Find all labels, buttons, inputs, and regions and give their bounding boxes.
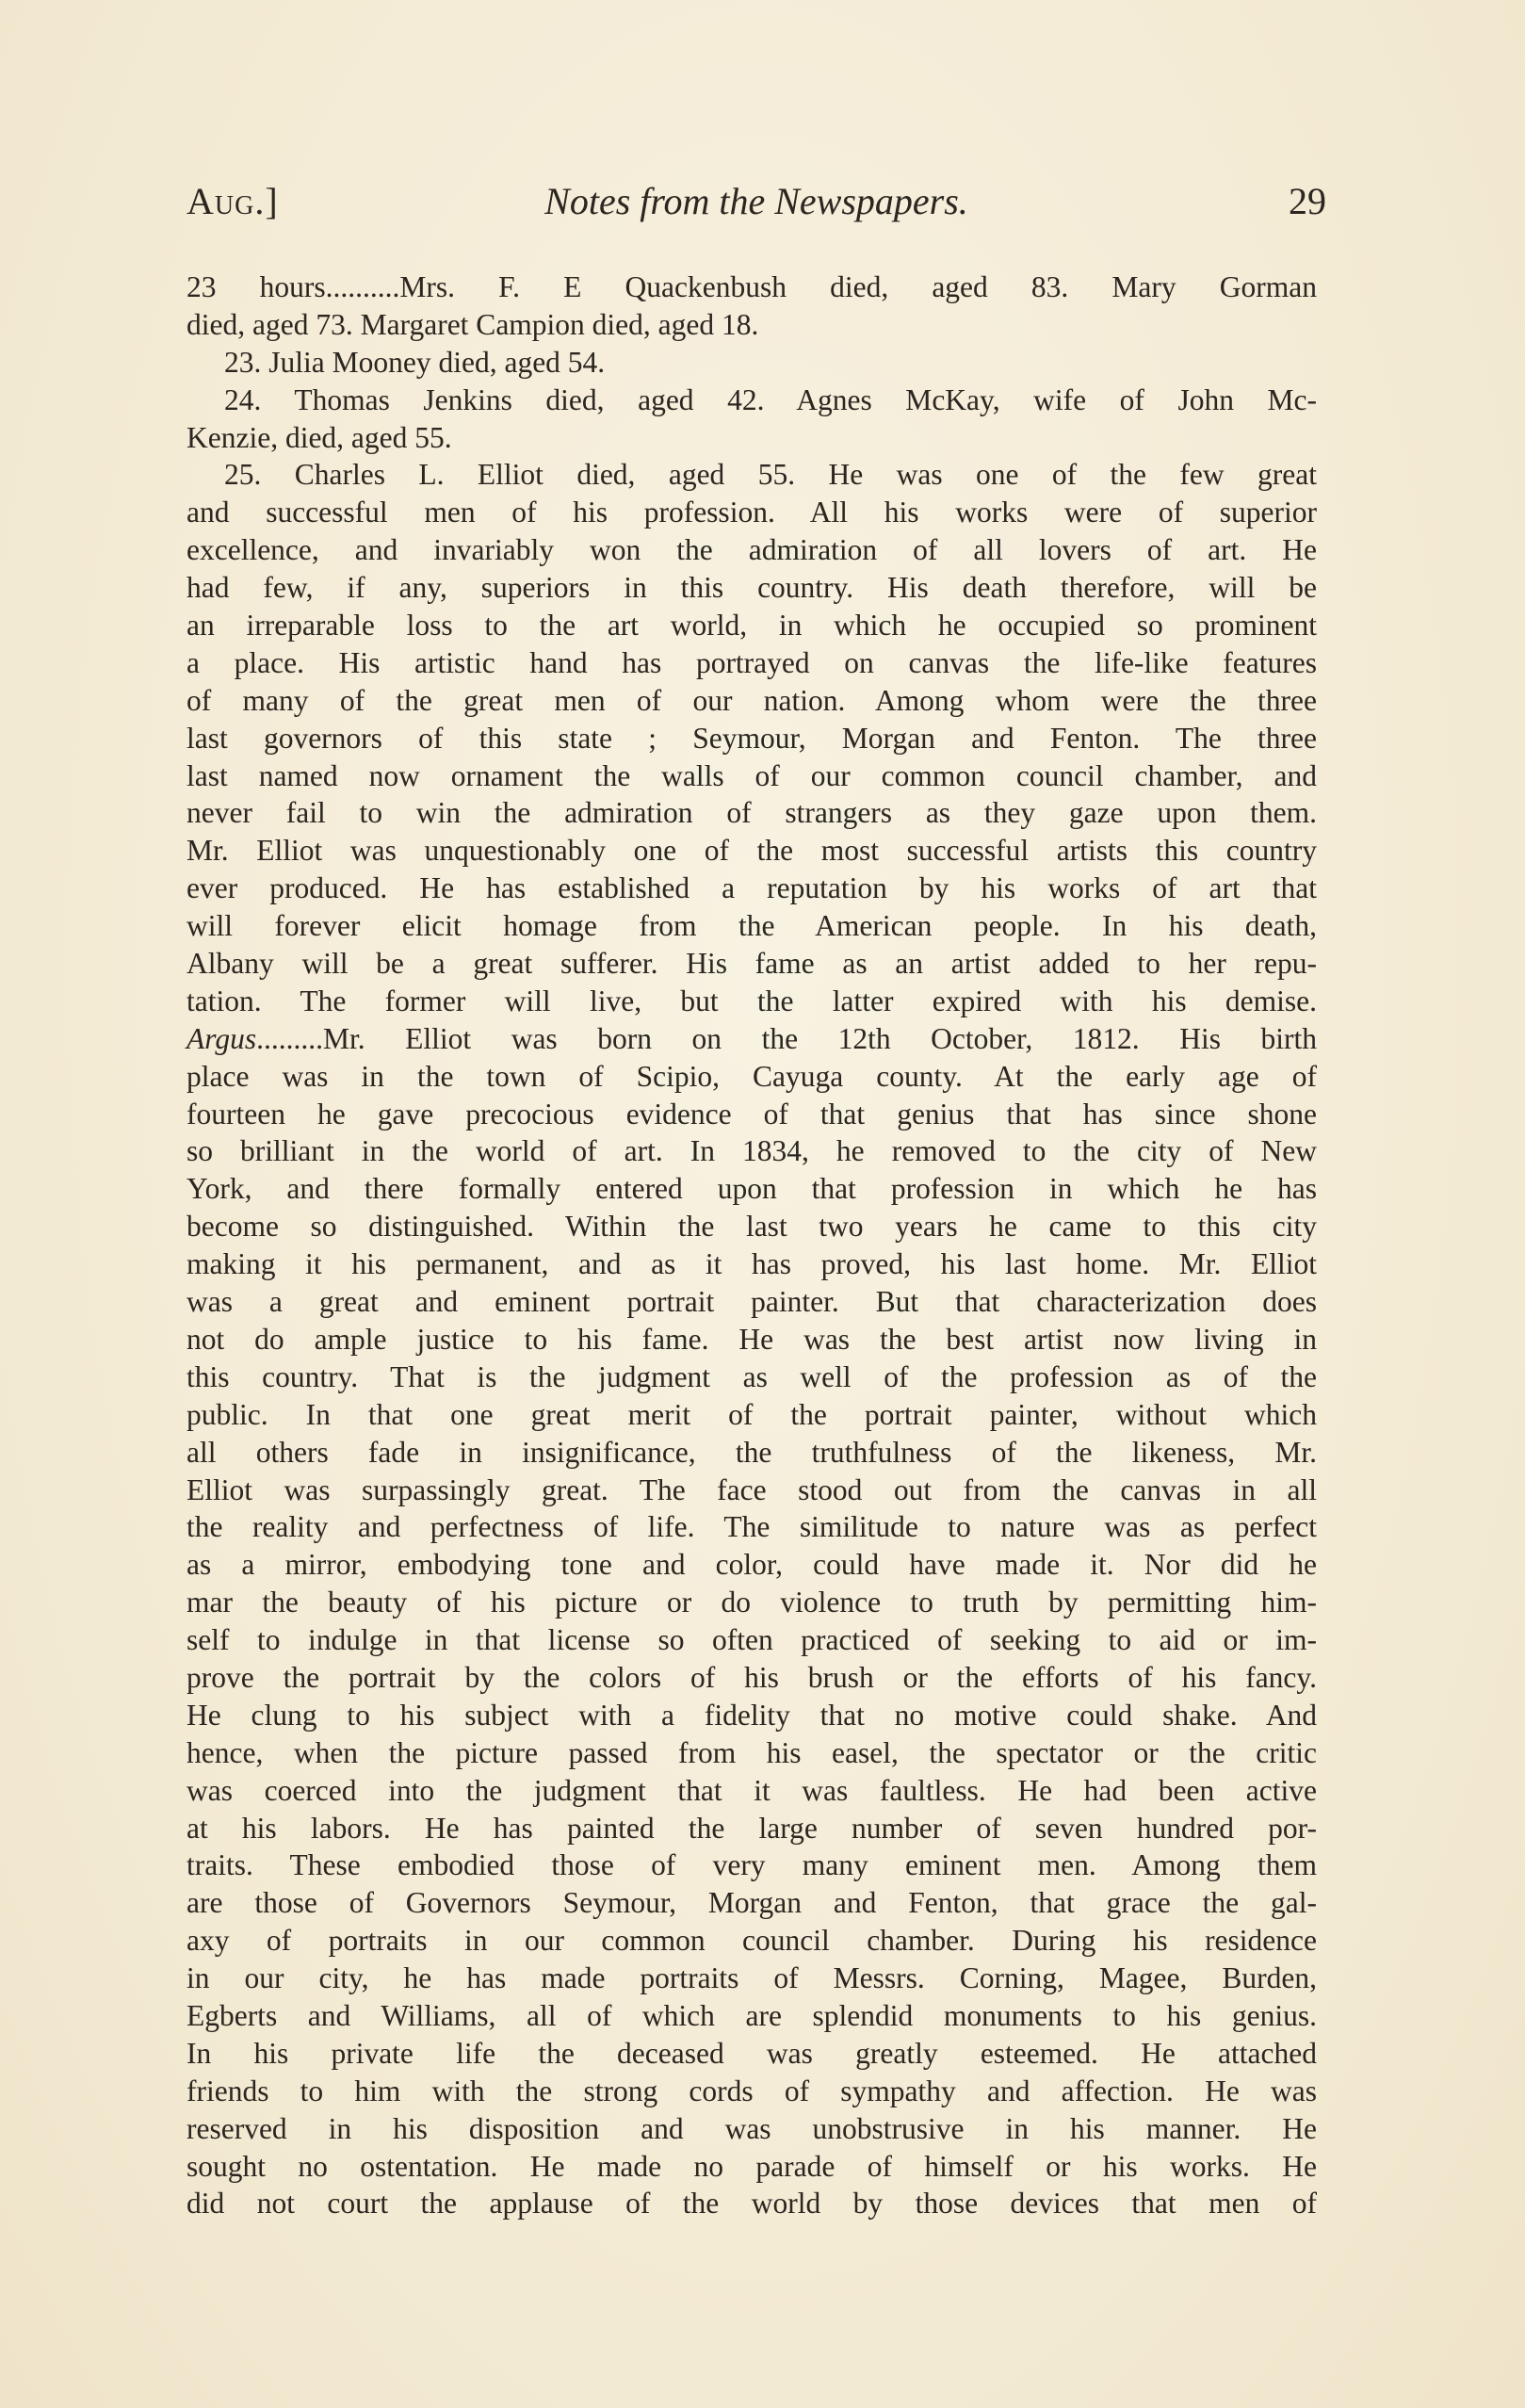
text-line: all others fade in insignificance, the truthfulness of the likeness, Mr. [187,1435,1317,1469]
text-line: was coerced into the judgment that it was faultless. He had been active [187,1773,1317,1807]
text-line: reserved in his disposition and was unobstrusive in his manner. He [187,2111,1317,2145]
text-line: died, aged 73. Margaret Campion died, aged 18. [187,307,759,341]
text-line: tation. The former will live, but the latter expired with his demise. [187,984,1317,1017]
text-line: public. In that one great merit of the portrait painter, without which [187,1397,1317,1431]
text-line: as a mirror, embodying tone and color, could have made it. Nor did he [187,1548,1317,1582]
text-line: 23. Julia Mooney died, aged 54. [224,345,606,379]
text-line: so brilliant in the world of art. In 1834, he removed to the city of New [187,1134,1317,1168]
text-line: self to indulge in that license so often practiced of seeking to aid or im- [187,1623,1317,1657]
text-line: York, and there formally entered upon that profession in which he has [187,1172,1317,1206]
text-line: Kenzie, died, aged 55. [187,420,452,454]
text-line: Egberts and Williams, all of which are splendid monuments to his genius. [187,1998,1317,2032]
text-line: become so distinguished. Within the last two years he came to this city [187,1210,1317,1244]
body-text [187,268,1317,2222]
text-line: excellence, and invariably won the admiration of all lovers of art. He [187,533,1317,567]
text-line: not do ample justice to his fame. He was the best artist now living in [187,1322,1317,1356]
text-line: an irreparable loss to the art world, in which he occupied so prominent [187,609,1317,643]
text-line: this country. That is the judgment as well of the profession as of the [187,1359,1317,1393]
text-line: traits. These embodied those of very many eminent men. Among them [187,1848,1317,1882]
text-line: making it his permanent, and as it has proved, his last home. Mr. Elliot [187,1247,1317,1281]
text-line: sought no ostentation. He made no parade of himself or his works. He [187,2149,1317,2183]
text-line: did not court the applause of the world by those devices that men of [187,2187,1317,2221]
text-line: mar the beauty of his picture or do violence to truth by permitting him- [187,1586,1317,1619]
text-line: prove the portrait by the colors of his brush or the efforts of his fancy. [187,1660,1317,1694]
text-line: friends to him with the strong cords of sympathy and affection. He was [187,2074,1317,2107]
text-line: had few, if any, superiors in this country. His death therefore, will be [187,571,1317,605]
text-line: a place. His artistic hand has portrayed on canvas the life-like features [187,645,1317,679]
text-line: Mr. Elliot was unquestionably one of the most successful artists this country [187,834,1317,868]
newspaper-name: Argus [187,1021,257,1055]
text-line: Elliot was surpassingly great. The face stood out from the canvas in all [187,1472,1317,1506]
text-line: ever produced. He has established a reputation by his works of art that [187,871,1317,905]
text-line: He clung to his subject with a fidelity that no motive could shake. And [187,1698,1317,1732]
text-line: Albany will be a great sufferer. His fame as an artist added to her repu- [187,947,1317,981]
text-line: the reality and perfectness of life. The similitude to nature was as perfect [187,1510,1317,1544]
text-line: hence, when the picture passed from his easel, the spectator or the critic [187,1735,1317,1769]
text-line: was a great and eminent portrait painter. But that characterization does [187,1285,1317,1319]
text-line: never fail to win the admiration of strangers as they gaze upon them. [187,796,1317,830]
text-line: and successful men of his profession. All his works were of superior [187,496,1317,529]
text-line: will forever elicit homage from the American people. In his death, [187,909,1317,943]
text-line: last governors of this state ; Seymour, Morgan and Fenton. The three [187,721,1317,755]
running-head-month: Aug.] [187,180,279,222]
text-line: in our city, he has made portraits of Messrs. Corning, Magee, Burden, [187,1961,1317,1995]
text-line: place was in the town of Scipio, Cayuga county. At the early age of [187,1059,1317,1093]
text-line: 25. Charles L. Elliot died, aged 55. He was one of the few great [224,458,1317,492]
running-head [187,179,1326,236]
text-line: of many of the great men of our nation. Among whom were the three [187,683,1317,717]
text-line: are those of Governors Seymour, Morgan and Fenton, that grace the gal- [187,1886,1317,1920]
running-head-title: Notes from the Newspapers. [544,180,968,222]
text-line: at his labors. He has painted the large number of seven hundred por- [187,1811,1317,1845]
text-line: fourteen he gave precocious evidence of that genius that has since shone [187,1097,1317,1131]
text-line: In his private life the deceased was greatly esteemed. He attached [187,2036,1317,2070]
text-line: axy of portraits in our common council chamber. During his residence [187,1924,1317,1958]
text-line: last named now ornament the walls of our common council chamber, and [187,758,1317,792]
text-line: 23 hours..........Mrs. F. E Quackenbush died, aged 83. Mary Gorman [187,270,1317,303]
text-line: 24. Thomas Jenkins died, aged 42. Agnes McKay, wife of John Mc- [224,382,1317,416]
text-line: Argus.........Mr. Elliot was born on the 12th October, 1812. His birth [187,1021,1317,1055]
page-number: 29 [1289,180,1326,222]
